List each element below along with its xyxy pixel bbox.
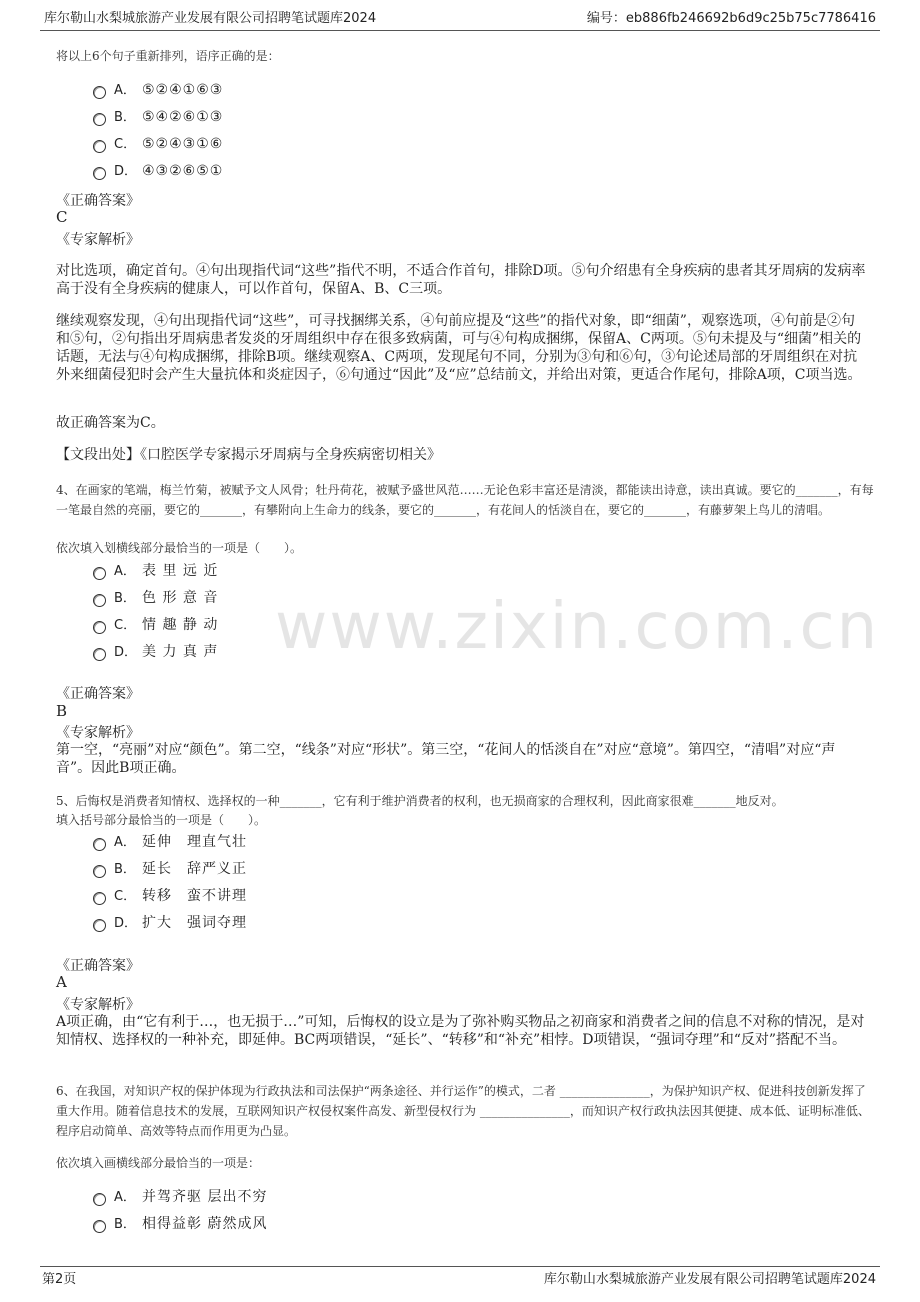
- radio-icon[interactable]: [93, 919, 106, 932]
- watermark: www.zixin.com.cn: [275, 590, 880, 664]
- q3-answer-label: 《正确答案》: [56, 193, 140, 209]
- page-footer: [40, 1266, 880, 1295]
- radio-icon[interactable]: [93, 594, 106, 607]
- q5-answer: A: [56, 973, 67, 991]
- q4-option-c[interactable]: C． 情 趣 静 动: [93, 615, 218, 635]
- radio-icon[interactable]: [93, 113, 106, 126]
- q6-stem: 6、在我国，对知识产权的保护体现为行政执法和司法保护“两条途径、并行运作”的模式，二者 _______________，为保护知识产权、促进科技创新发挥了重大作用。随着信息技术的发展，互联网知识产权侵权案件高发、新型侵权行为 _______________，而知识产权行政执法因其便捷、成本低、证明标准低、程序启动简单、高效等特点而作用更为凸显。: [56, 1084, 870, 1138]
- q5-stem: 5、后悔权是消费者知情权、选择权的一种_______，它有利于维护消费者的权利，也无损商家的合理权利，因此商家很难_______地反对。: [56, 794, 784, 808]
- q4-answer-label: 《正确答案》: [56, 686, 140, 702]
- q3-option-d[interactable]: D． ④③②⑥⑤①: [93, 161, 223, 181]
- footer-title: 库尔勒山水梨城旅游产业发展有限公司招聘笔试题库2024: [543, 1272, 876, 1287]
- q4-analysis-label: 《专家解析》: [56, 725, 140, 741]
- header-title: 库尔勒山水梨城旅游产业发展有限公司招聘笔试题库2024: [44, 11, 377, 26]
- radio-icon[interactable]: [93, 140, 106, 153]
- page-number: 第2页: [42, 1272, 77, 1287]
- q3-source: 【文段出处】《口腔医学专家揭示牙周病与全身疾病密切相关》: [56, 447, 441, 463]
- q5-analysis: A项正确，由“它有利于…，也无损于…”可知，后悔权的设立是为了弥补购买物品之初商家和消费者之间的信息不对称的情况，是对知情权、选择权的一种补充，即延伸。BC两项错误，“延长”、“转移”和“补充”相悖。D项错误，“强词夺理”和“反对”搭配不当。: [56, 1014, 865, 1048]
- radio-icon[interactable]: [93, 648, 106, 661]
- q6-option-a[interactable]: A． 并驾齐驱 层出不穷: [93, 1187, 267, 1207]
- q5-option-d[interactable]: D． 扩大 强词夺理: [93, 913, 247, 933]
- q5-answer-label: 《正确答案》: [56, 958, 140, 974]
- q5-option-c[interactable]: C． 转移 蛮不讲理: [93, 886, 247, 906]
- q5-option-b[interactable]: B． 延长 辞严义正: [93, 859, 247, 879]
- q4-option-b[interactable]: B． 色 形 意 音: [93, 588, 218, 608]
- q3-option-a[interactable]: A． ⑤②④①⑥③: [93, 80, 223, 100]
- radio-icon[interactable]: [93, 567, 106, 580]
- radio-icon[interactable]: [93, 1220, 106, 1233]
- q4-option-a[interactable]: A． 表 里 远 近: [93, 561, 218, 581]
- q4-prompt: 依次填入划横线部分最恰当的一项是（ ）。: [56, 541, 303, 555]
- header-serial: 编号：eb886fb246692b6d9c25b75c7786416: [586, 11, 876, 26]
- radio-icon[interactable]: [93, 838, 106, 851]
- radio-icon[interactable]: [93, 1193, 106, 1206]
- radio-icon[interactable]: [93, 167, 106, 180]
- q3-intro: 将以上6个句子重新排列，语序正确的是：: [56, 49, 280, 63]
- radio-icon[interactable]: [93, 86, 106, 99]
- q6-option-b[interactable]: B． 相得益彰 蔚然成风: [93, 1214, 267, 1234]
- page-header: [40, 10, 880, 31]
- q4-answer: B: [56, 702, 68, 720]
- q3-analysis-p1: 对比选项，确定首句。④句出现指代词“这些”指代不明，不适合作首句，排除D项。⑤句介绍患有全身疾病的患者其牙周病的发病率高于没有全身疾病的健康人，可以作首句，保留A、B、C三项。: [56, 263, 866, 297]
- q5-option-a[interactable]: A． 延伸 理直气壮: [93, 832, 247, 852]
- q6-prompt: 依次填入画横线部分最恰当的一项是：: [56, 1156, 261, 1170]
- radio-icon[interactable]: [93, 621, 106, 634]
- q4-analysis: 第一空，“亮丽”对应“颜色”。第二空，“线条”对应“形状”。第三空，“花间人的恬淡自在”对应“意境”。第四空，“清唱”对应“声音”。因此B项正确。: [56, 742, 836, 776]
- q3-conclusion: 故正确答案为C。: [56, 415, 165, 431]
- q3-answer: C: [56, 208, 68, 226]
- radio-icon[interactable]: [93, 892, 106, 905]
- q4-option-d[interactable]: D． 美 力 真 声: [93, 642, 218, 662]
- q5-prompt: 填入括号部分最恰当的一项是（ ）。: [56, 813, 267, 827]
- q3-option-c[interactable]: C． ⑤②④③①⑥: [93, 134, 223, 154]
- q3-analysis-label: 《专家解析》: [56, 232, 140, 248]
- q3-option-b[interactable]: B． ⑤④②⑥①③: [93, 107, 223, 127]
- q3-analysis-p2: 继续观察发现，④句出现指代词“这些”，可寻找捆绑关系，④句前应提及“这些”的指代对象，即“细菌”，观察选项，④句前是②句和⑤句，②句指出牙周病患者发炎的牙周组织中存在很多致病菌，可与④句构成捆绑，保留A、C两项。⑤句未提及与“细菌”相关的话题，无法与④句构成捆绑，排除B项。继续观察A、C两项，发现尾句不同，分别为③句和⑥句，③句论述局部的牙周组织在对抗外来细菌侵犯时会产生大量抗体和炎症因子，⑥句通过“因此”及“应”总结前文，并给出对策，更适合作尾句，排除A项，C项当选。: [56, 313, 862, 383]
- q5-analysis-label: 《专家解析》: [56, 997, 140, 1013]
- radio-icon[interactable]: [93, 865, 106, 878]
- q4-stem: 4、在画家的笔端，梅兰竹菊，被赋予文人风骨；牡丹荷花，被赋予盛世风范……无论色彩丰富还是清淡，都能读出诗意，读出真诚。要它的_______，有每一笔最自然的亮丽，要它的_______，有攀附向上生命力的线条，要它的_______，有花间人的恬淡自在，要它的_______，有藤萝架上鸟儿的清唱。: [56, 483, 874, 517]
